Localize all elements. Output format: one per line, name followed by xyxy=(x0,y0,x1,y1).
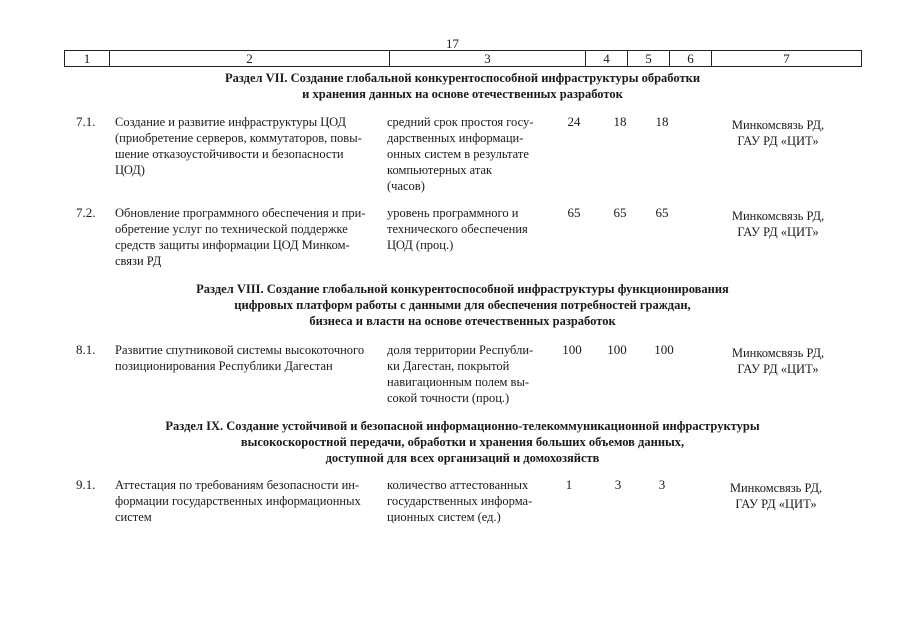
row-indicator xyxy=(387,477,547,525)
value-col-6: 18 xyxy=(655,114,669,129)
section-title-line: Раздел VII. Создание глобальной конкурентоспособной инфраструктуры обработки xyxy=(224,71,701,85)
section-title xyxy=(60,281,865,329)
row-description xyxy=(115,477,380,525)
description-line: связи РД xyxy=(115,254,162,268)
description-line: средств защиты информации ЦОД Минком- xyxy=(115,238,350,252)
description-line: Развитие спутниковой системы высокоточного xyxy=(115,343,365,357)
responsible-line: Минкомсвязь РД, xyxy=(731,118,825,132)
value-col-4: 65 xyxy=(567,205,581,220)
responsible-line: Минкомсвязь РД, xyxy=(731,209,825,223)
column-header-4: 4 xyxy=(586,51,628,67)
responsible-line: Минкомсвязь РД, xyxy=(729,481,823,495)
section-title xyxy=(60,418,865,466)
value-col-6: 65 xyxy=(655,205,669,220)
indicator-line: ки Дагестан, покрытой xyxy=(387,359,510,373)
description-line: обретение услуг по технической поддержке xyxy=(115,222,348,236)
responsible-line: Минкомсвязь РД, xyxy=(731,346,825,360)
row-number: 7.2. xyxy=(76,205,96,220)
description-line: Аттестация по требованиям безопасности ин- xyxy=(115,478,360,492)
value-col-4: 1 xyxy=(565,477,573,492)
responsible-line: ГАУ РД «ЦИТ» xyxy=(737,134,819,148)
description-line: позиционирования Республики Дагестан xyxy=(115,359,333,373)
section-title-line: цифровых платформ работы с данными для обеспечения потребностей граждан, xyxy=(234,298,691,312)
column-header-3: 3 xyxy=(390,51,586,67)
indicator-line: уровень программного и xyxy=(387,206,519,220)
section-title-line: доступной для всех организаций и домохозяйств xyxy=(325,451,600,465)
value-col-6: 3 xyxy=(658,477,666,492)
value-col-4: 100 xyxy=(562,342,582,357)
indicator-line: ционных систем (ед.) xyxy=(387,510,501,524)
column-header-1: 1 xyxy=(65,51,110,67)
row-responsible xyxy=(706,480,846,512)
section-title-line: Раздел IX. Создание устойчивой и безопасной информационно-телекоммуникационной инфраструктуры xyxy=(165,419,760,433)
description-line: Создание и развитие инфраструктуры ЦОД xyxy=(115,115,347,129)
description-line: Обновление программного обеспечения и при- xyxy=(115,206,366,220)
column-header-table xyxy=(64,50,862,67)
column-header-5: 5 xyxy=(628,51,670,67)
indicator-line: дарственных информаци- xyxy=(387,131,524,145)
row-responsible xyxy=(708,208,848,240)
row-indicator xyxy=(387,205,547,253)
description-line: формации государственных информационных xyxy=(115,494,361,508)
row-description xyxy=(115,114,380,178)
column-header-2: 2 xyxy=(110,51,390,67)
column-header-7: 7 xyxy=(712,51,862,67)
row-number: 8.1. xyxy=(76,342,96,357)
indicator-line: доля территории Республи- xyxy=(387,343,534,357)
row-indicator xyxy=(387,114,547,194)
section-title xyxy=(60,70,865,102)
row-responsible xyxy=(708,345,848,377)
indicator-line: технического обеспечения xyxy=(387,222,528,236)
responsible-line: ГАУ РД «ЦИТ» xyxy=(735,497,817,511)
indicator-line: государственных информа- xyxy=(387,494,533,508)
indicator-line: компьютерных атак xyxy=(387,163,493,177)
indicator-line: сокой точности (проц.) xyxy=(387,391,510,405)
row-description xyxy=(115,342,380,374)
section-title-line: Раздел VIII. Создание глобальной конкурентоспособной инфраструктуры функционирования xyxy=(196,282,729,296)
value-col-5: 100 xyxy=(607,342,627,357)
indicator-line: навигационным полем вы- xyxy=(387,375,530,389)
section-title-line: и хранения данных на основе отечественных разработок xyxy=(302,87,623,101)
value-col-5: 18 xyxy=(613,114,627,129)
indicator-line: количество аттестованных xyxy=(387,478,529,492)
value-col-5: 65 xyxy=(613,205,627,220)
value-col-6: 100 xyxy=(654,342,674,357)
row-indicator xyxy=(387,342,547,406)
description-line: шение отказоустойчивости и безопасности xyxy=(115,147,344,161)
description-line: (приобретение серверов, коммутаторов, повы- xyxy=(115,131,362,145)
description-line: систем xyxy=(115,510,152,524)
description-line: ЦОД) xyxy=(115,163,145,177)
page-number: 17 xyxy=(446,36,459,51)
indicator-line: (часов) xyxy=(387,179,425,193)
section-title-line: высокоскоростной передачи, обработки и хранения больших объемов данных, xyxy=(240,435,685,449)
responsible-line: ГАУ РД «ЦИТ» xyxy=(737,225,819,239)
indicator-line: онных систем в результате xyxy=(387,147,529,161)
row-number: 9.1. xyxy=(76,477,96,492)
responsible-line: ГАУ РД «ЦИТ» xyxy=(737,362,819,376)
row-responsible xyxy=(708,117,848,149)
column-header-6: 6 xyxy=(670,51,712,67)
value-col-4: 24 xyxy=(567,114,581,129)
section-title-line: бизнеса и власти на основе отечественных разработок xyxy=(309,314,616,328)
indicator-line: средний срок простоя госу- xyxy=(387,115,534,129)
row-number: 7.1. xyxy=(76,114,96,129)
row-description xyxy=(115,205,380,269)
indicator-line: ЦОД (проц.) xyxy=(387,238,454,252)
value-col-5: 3 xyxy=(614,477,622,492)
